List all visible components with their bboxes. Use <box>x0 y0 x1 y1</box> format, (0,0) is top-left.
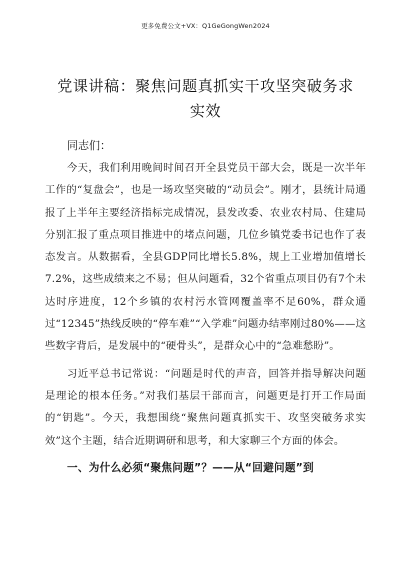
salutation: 同志们： <box>67 139 111 152</box>
paragraph-quote: 习近平总书记常说：“问题是时代的声音，回答并指导解决问题是理论的根本任务。”对我们基层干部而言，问题更是打开工作局面的“钥匙”。今天，我想围绕“聚焦问题真抓实干、攻坚突破务求实效”这个主题，结合近期调研和思考，和大家聊三个方面的体会。 <box>45 367 366 447</box>
header-watermark: 更多免费公文+VX：Q1GeGongWen2024 <box>141 22 270 30</box>
section-heading-1: 一、为什么必须“聚焦问题”？——从“回避问题”到 <box>67 461 314 474</box>
document-title: 党课讲稿：聚焦问题真抓实干攻坚突破务求实效 <box>57 77 354 120</box>
paragraph-intro: 今天，我们利用晚间时间召开全县党员干部大会，既是一次半年工作的“复盘会”，也是一场攻坚突破的“动员会”。刚才，县统计局通报了上半年主要经济指标完成情况，县发改委、农业农村局、住建局分别汇报了重点项目推进中的堵点问题，几位乡镇党委书记也作了表态发言。从数据看，全县GDP同比增长5.8%，规上工业增加值增长7.2%，这些成绩来之不易；但从问题看，32个省重点项目仍有7个未达时序进度，12个乡镇的农村污水管网覆盖率不足60%，群众通过“12345”热线反映的“停车难”“入学难”问题办结率刚过80%——这些数字背后，是发展中的“硬骨头”，是群众心中的“急难愁盼”。 <box>45 162 366 353</box>
